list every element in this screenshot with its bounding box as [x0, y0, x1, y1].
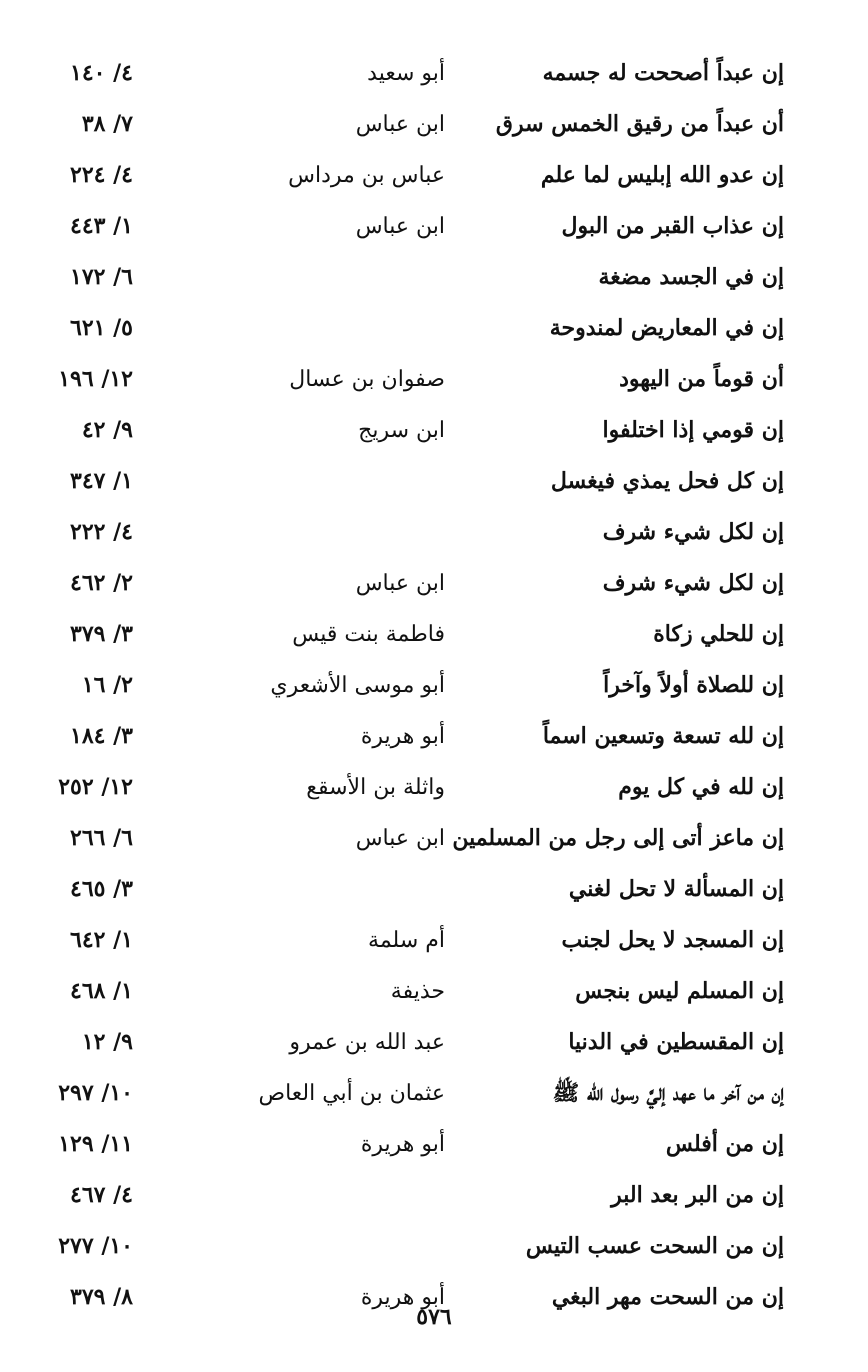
- volume-page-reference: ٤/ ٤٦٧: [70, 1182, 133, 1208]
- index-row: [0, 507, 868, 558]
- narrator-name: أبو هريرة: [360, 724, 445, 749]
- hadith-text: إن من أفلس: [665, 1131, 784, 1157]
- narrator-name: صفوان بن عسال: [289, 367, 445, 392]
- hadith-text: إن المسجد لا يحل لجنب: [561, 927, 784, 953]
- index-row: [0, 456, 868, 507]
- narrator-name: عباس بن مرداس: [288, 163, 445, 188]
- index-row: [0, 303, 868, 354]
- volume-page-reference: ١١/ ١٢٩: [58, 1131, 133, 1157]
- hadith-text: إن قومي إذا اختلفوا: [602, 417, 784, 443]
- narrator-name: ابن عباس: [355, 571, 445, 596]
- volume-page-reference: ٩/ ١٢: [81, 1029, 133, 1055]
- hadith-text: إن في المعاريض لمندوحة: [549, 315, 784, 341]
- volume-page-reference: ٤/ ٢٢٤: [70, 162, 133, 188]
- narrator-name: أبو موسى الأشعري: [270, 673, 445, 698]
- index-row: [0, 48, 868, 99]
- hadith-index-table: [0, 48, 868, 1323]
- hadith-text: أن عبداً من رقيق الخمس سرق: [495, 111, 784, 137]
- narrator-name: أبو هريرة: [360, 1132, 445, 1157]
- volume-page-reference: ٣/ ٤٦٥: [70, 876, 133, 902]
- volume-page-reference: ١٠/ ٢٧٧: [58, 1233, 133, 1259]
- index-row: [0, 558, 868, 609]
- volume-page-reference: ١/ ٦٤٢: [70, 927, 133, 953]
- index-row: [0, 405, 868, 456]
- index-row: [0, 762, 868, 813]
- volume-page-reference: ١/ ٤٤٣: [70, 213, 133, 239]
- index-row: [0, 609, 868, 660]
- hadith-text: إن عذاب القبر من البول: [561, 213, 784, 239]
- index-row: [0, 864, 868, 915]
- hadith-text: إن للحلي زكاة: [653, 621, 784, 647]
- index-row: [0, 1170, 868, 1221]
- volume-page-reference: ٤/ ٢٢٢: [70, 519, 133, 545]
- hadith-text: إن كل فحل يمذي فيغسل: [550, 468, 784, 494]
- hadith-text: إن من آخر ما عهد إليَّ رسول الله ﷺ: [552, 1080, 784, 1106]
- hadith-text: إن من السحت عسب التيس: [525, 1233, 784, 1259]
- hadith-text: إن لله تسعة وتسعين اسماً: [542, 723, 784, 749]
- volume-page-reference: ١/ ٤٦٨: [70, 978, 133, 1004]
- index-row: [0, 99, 868, 150]
- volume-page-reference: ٨/ ٣٧٩: [70, 1284, 133, 1310]
- index-row: [0, 711, 868, 762]
- hadith-text: إن المقسطين في الدنيا: [568, 1029, 784, 1055]
- page-number: ٥٧٦: [416, 1304, 452, 1330]
- index-row: [0, 813, 868, 864]
- narrator-name: ابن عباس: [355, 826, 445, 851]
- hadith-text: أن قوماً من اليهود: [619, 366, 784, 392]
- index-row: [0, 201, 868, 252]
- hadith-text: إن عبداً أصححت له جسمه: [542, 60, 784, 86]
- narrator-name: واثلة بن الأسقع: [306, 775, 445, 800]
- hadith-text: إن المسألة لا تحل لغني: [568, 876, 784, 902]
- volume-page-reference: ٣/ ١٨٤: [70, 723, 133, 749]
- index-row: [0, 150, 868, 201]
- index-row: [0, 1017, 868, 1068]
- index-row: [0, 1221, 868, 1272]
- volume-page-reference: ٤/ ١٤٠: [70, 60, 133, 86]
- hadith-text: إن عدو الله إبليس لما علم: [540, 162, 784, 188]
- index-row: [0, 1068, 868, 1119]
- hadith-text: إن ماعز أتى إلى رجل من المسلمين: [452, 825, 784, 851]
- volume-page-reference: ١٢/ ٢٥٢: [58, 774, 133, 800]
- narrator-name: عثمان بن أبي العاص: [258, 1081, 445, 1106]
- index-row: [0, 252, 868, 303]
- volume-page-reference: ١٠/ ٢٩٧: [58, 1080, 133, 1106]
- volume-page-reference: ٥/ ٦٢١: [70, 315, 133, 341]
- index-row: [0, 354, 868, 405]
- narrator-name: ابن عباس: [355, 112, 445, 137]
- hadith-text: إن المسلم ليس بنجس: [575, 978, 784, 1004]
- hadith-text: إن من السحت مهر البغي: [551, 1284, 784, 1310]
- hadith-text: إن في الجسد مضغة: [598, 264, 784, 290]
- index-row: [0, 1119, 868, 1170]
- index-row: [0, 660, 868, 711]
- hadith-text: إن لكل شيء شرف: [602, 570, 784, 596]
- volume-page-reference: ٢/ ١٦: [81, 672, 133, 698]
- volume-page-reference: ١/ ٣٤٧: [70, 468, 133, 494]
- volume-page-reference: ٩/ ٤٢: [81, 417, 133, 443]
- volume-page-reference: ١٢/ ١٩٦: [58, 366, 133, 392]
- narrator-name: حذيفة: [390, 979, 445, 1004]
- narrator-name: أبو هريرة: [360, 1285, 445, 1310]
- volume-page-reference: ٦/ ٢٦٦: [70, 825, 133, 851]
- index-row: [0, 915, 868, 966]
- narrator-name: ابن سريج: [358, 418, 445, 443]
- volume-page-reference: ٦/ ١٧٢: [70, 264, 133, 290]
- hadith-text: إن للصلاة أولاً وآخراً: [603, 672, 784, 698]
- volume-page-reference: ٧/ ٣٨: [81, 111, 133, 137]
- narrator-name: عبد الله بن عمرو: [289, 1030, 445, 1055]
- narrator-name: فاطمة بنت قيس: [292, 622, 445, 647]
- volume-page-reference: ٢/ ٤٦٢: [70, 570, 133, 596]
- narrator-name: أم سلمة: [368, 928, 445, 953]
- volume-page-reference: ٣/ ٣٧٩: [70, 621, 133, 647]
- hadith-text: إن لكل شيء شرف: [602, 519, 784, 545]
- index-row: [0, 966, 868, 1017]
- narrator-name: ابن عباس: [355, 214, 445, 239]
- narrator-name: أبو سعيد: [367, 61, 445, 86]
- hadith-text: إن من البر بعد البر: [611, 1182, 784, 1208]
- hadith-text: إن لله في كل يوم: [618, 774, 784, 800]
